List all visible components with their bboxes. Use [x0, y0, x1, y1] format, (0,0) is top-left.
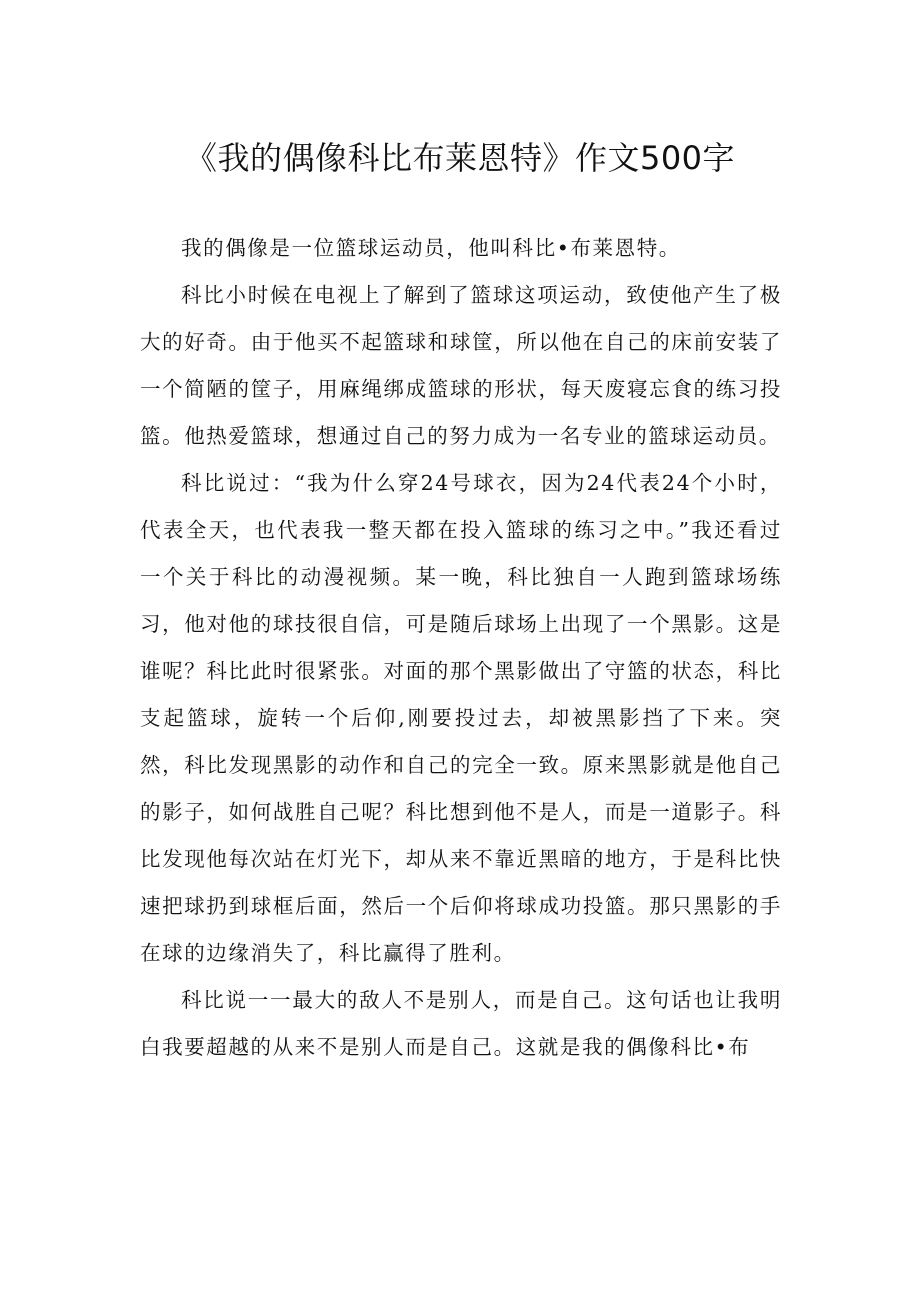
paragraph-1: 我的偶像是一位篮球运动员，他叫科比•布莱恩特。 — [181, 236, 681, 260]
paragraph-2: 科比小时候在电视上了解到了篮球这项运动，致使他产生了极大的好奇。由于他买不起篮球和球筐，所以他在自己的床前安装了一个简陋的筐子，用麻绳绑成篮球的形状，每天废寝忘食的练习投篮。他热爱篮球，想通过自己的努力成为一名专业的篮球运动员。 — [140, 283, 782, 448]
document-body — [140, 225, 782, 1071]
paragraph-4: 科比说一一最大的敌人不是别人，而是自己。这句话也让我明白我要超越的从来不是别人而是自己。这就是我的偶像科比•布 — [140, 988, 782, 1059]
paragraph-3: 科比说过：“我为什么穿24号球衣，因为24代表24个小时，代表全天，也代表我一整天都在投入篮球的练习之中。”我还看过一个关于科比的动漫视频。某一晚，科比独自一人跑到篮球场练习，他对他的球技很自信，可是随后球场上出现了一个黑影。这是谁呢？科比此时很紧张。对面的那个黑影做出了守篮的状态，科比支起篮球，旋转一个后仰,刚要投过去，却被黑影挡了下来。突然，科比发现黑影的动作和自己的完全一致。原来黑影就是他自己的影子，如何战胜自己呢？科比想到他不是人，而是一道影子。科比发现他每次站在灯光下，却从来不靠近黑暗的地方，于是科比快速把球扔到球框后面，然后一个后仰将球成功投篮。那只黑影的手在球的边缘消失了，科比赢得了胜利。 — [140, 471, 782, 965]
document-title: 《我的偶像科比布莱恩特》作文500字 — [184, 139, 736, 177]
